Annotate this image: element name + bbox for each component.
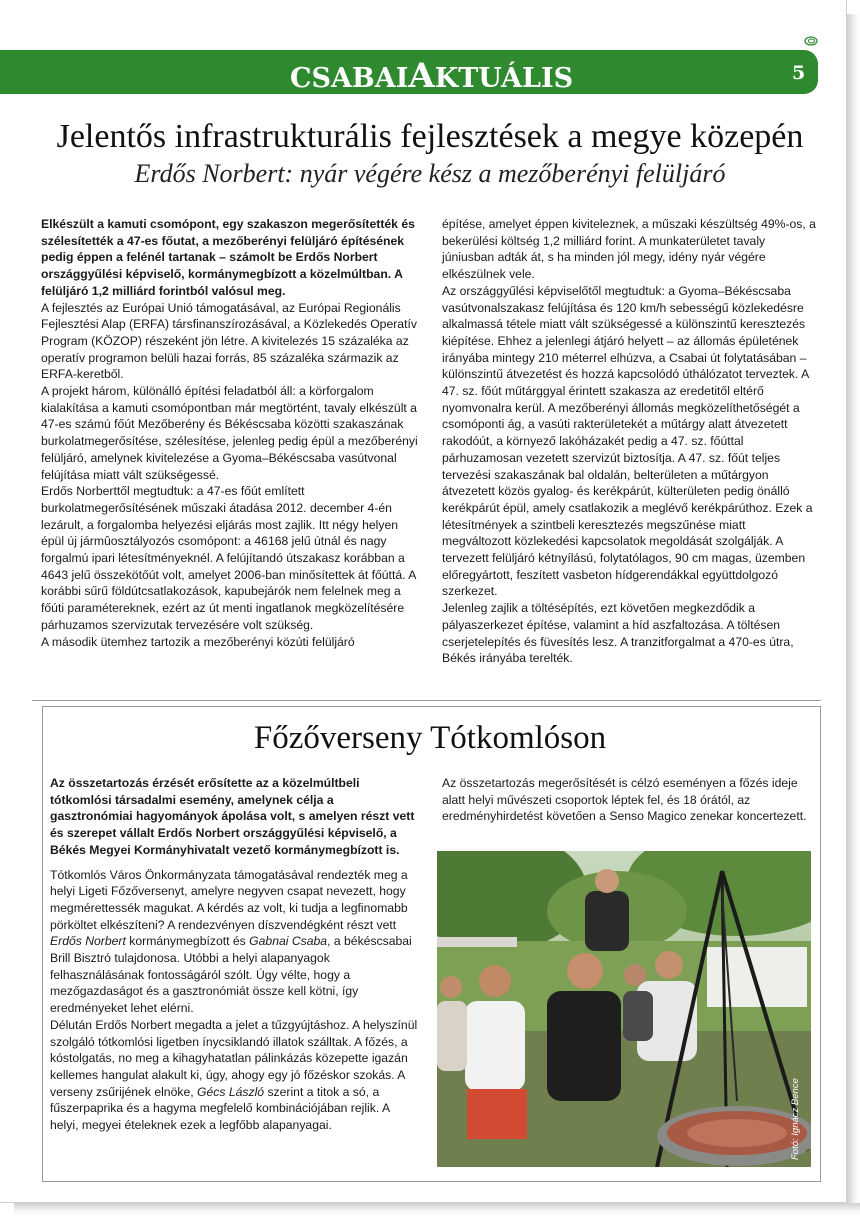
swirl-icon xyxy=(804,36,818,46)
article-paragraph: Jelenleg zajlik a töltésépítés, ezt követően megkezdődik a pályaszerkezet építése, valamint a híd aszfaltozása. A töltésen cserjetelepítés és füvesítés lesz. A tranzitforgalmat a 470-es útra, Békés irányába terelték. xyxy=(442,601,794,666)
person-name: Gécs László xyxy=(197,1084,265,1099)
article-subtitle: Erdős Norbert: nyár végére kész a mezőberényi felüljáró xyxy=(134,159,726,188)
article-paragraph: Erdős Norberttől megtudtuk: a 47-es főút említett burkolatmegerősítésének műszaki átadása 2012. december 4-én lezárult, a forgalomba helyezési eljárás most zajlik. Itt négy helyen épül új jármûosztályozós csomópont: a 46168 jelű útnál és nagy forgalmú ipari létesítményeknél. A felújítandó útszakasz korábban a 4643 jelű összekötőút volt, amelyet 2006-ban minősítettek át főúttá. A korábbi sűrű földútcsatlakozások, kapubejárók nem felelnek meg a főúti paramétereknek, ezért az út menti ingatlanok megközelítésére párhuzamos szervizutak tervezésére volt szükség. xyxy=(41,484,416,632)
article-paragraph: A második ütemhez tartozik a mezőberényi közúti felüljáró xyxy=(41,634,355,649)
article2-paragraph-3: Az összetartozás megerősítését is célzó eseményen a főzés ideje alatt helyi művészeti csoportok léptek fel, és 18 órától, az eredményhirdetést követően a Senso Magico zenekar koncertezett. xyxy=(442,776,807,824)
page-shadow-right xyxy=(847,14,860,1216)
article-paragraph: építése, amelyet éppen kiviteleznek, a műszaki készültség 49%-os, a bekerülési költség 1,2 milliárd forint. A munkaterületet tavaly júniusban adták át, s ha minden jól megy, idény nyár végére elkészülnek vele. xyxy=(442,217,816,282)
article2-lead: Az összetartozás érzését erősítette az a közelmúltbeli tótkomlósi társadalmi esemény, amelynek célja a gasztronómiai hagyományok ápolása volt, s amelyen részt vett és szerepet vállalt Erdős Norbert országgyűlési képviselő, a Békés Megyei Kormányhivatalt vezető kormánymegbízott is. xyxy=(50,776,415,857)
event-photo xyxy=(437,851,811,1167)
event-photo-illustration xyxy=(437,851,811,1167)
article-paragraph: A projekt három, különálló építési feladatból áll: a körforgalom kialakítása a kamuti csomópontban már megtörtént, tavaly elkészült a 47-es számú főút Mezőberény és Békéscsaba közötti szakaszának burkolatmegerősítése, szélesítése, jelenleg pedig épül a mezőberényi felüljáró, amelynek kivitelezése a Gyoma–Békéscsaba vasútvonal felújítása miatt vált szükségessé. xyxy=(41,384,418,482)
article2-column-1 xyxy=(50,775,418,1134)
article-paragraph: A fejlesztés az Európai Unió támogatásával, az Európai Regionális Fejlesztési Alap (ERFA) társfinanszírozásával, a Közlekedés Operatív Program (KÖZOP) részeként jön létre. A kivitelezés 15 százaléka az operatív programon belüli hazai forrás, 85 százaléka származik az ERFA-keretből. xyxy=(41,300,417,382)
article2-paragraph-1: Tótkomlós Város Önkormányzata támogatásával rendezték meg a helyi Ligeti Főzőversenyt, amelyre negyven csapat nevezett, hogy megmérettessék magukat. A kérdés az volt, ki tudja a legfinomabb pörköltet elkészíteni? A rendezvényen díszvendégként részt vett Erdős Norbert kormánymegbízott és Gabnai Csaba, a békéscsabai Brill Bisztró tulajdonosa. Utóbbi a helyi alapanyagok felhasználásának fontosságáról szólt. Úgy vélte, hogy a mezőgazdaságot és a gasztronómiát össze kell kötni, így eredményeket lehet elérni. xyxy=(50,867,412,1016)
person-name: Gabnai Csaba xyxy=(249,934,328,949)
article2-column-2 xyxy=(442,775,810,825)
masthead-title xyxy=(290,56,573,96)
masthead-part-2: KTUÁLIS xyxy=(434,63,574,94)
article2-paragraph-2: Délután Erdős Norbert megadta a jelet a tűzgyújtáshoz. A helyszínül szolgáló tótkomlósi ligetben ínycsiklandó illatok szálltak. A főzés, a kóstolgatás, no meg a kihagyhatatlan pálinkázás közepette igazán kellemes hangulat alakult ki, úgy, ahogy egy jó főzéskor szokás. A verseny zsűrijének elnöke, Gécs László szerint a titok a só, a fűszerpaprika és a hagyma megfelelő kombinációjában rejlik. A helyi, megyei ételeknek ezek a legfőbb alapanyagai. xyxy=(50,1017,418,1133)
article-column-1 xyxy=(41,216,424,650)
article-column-2 xyxy=(442,216,816,667)
page-shadow-bottom xyxy=(14,1203,860,1216)
photo-credit: Fotó: Ignácz Bence xyxy=(790,1078,801,1160)
page-number: 5 xyxy=(792,62,806,84)
article-title: Jelentős infrastrukturális fejlesztések a megye közepén xyxy=(56,118,804,155)
masthead-initial: A xyxy=(408,56,435,96)
article-lead: Elkészült a kamuti csomópont, egy szakaszon megerősítették és szélesítették a 47-es főutat, a mezőberényi felüljáró építésének pedig éppen a felénél tartanak – számolt be Erdős Norbert országgyűlési képviselő, kormánymegbízott a közelmúltban. A felüljáró 1,2 milliárd forintból valósul meg. xyxy=(41,217,415,298)
masthead-part-1: CSABAI xyxy=(290,63,409,94)
section-divider xyxy=(32,700,821,701)
article2-title: Főzőverseny Tótkomlóson xyxy=(253,720,607,756)
article-paragraph: Az országgyűlési képviselőtől megtudtuk: a Gyoma–Békéscsaba vasútvonalszakasz felújítása és 120 km/h sebességű közlekedésre alkalmassá tétele miatt vált szükségessé a különszintű keresztezés kiépítése. Ehhez a jelenlegi átjáró helyett – az állomás épületének irányába mintegy 210 méterrel elhúzva, a Csabai út folytatásában – különszintű átvezetést és hozzá kapcsolódó úthálózatot terveztek. A 47. sz. főút műtárggyal érintett szakasza az eredetitől eltérő nyomvonalra kerül. A mezőberényi állomás megközelíthetőségét a csomóponti ág, a vasúti rakterületekét a műtárgy alatt átvezetett rakodóút, a környező lakóházakét pedig a 47. sz. főúttal párhuzamosan vezetett szervizút biztosítja. A 47. sz. főút teljes tervezési szakaszának bal oldalán, belterületen a műtárgyon átvezetett közös gyalog- és kerékpárút, külterületen pedig önálló kerékpárút épül, amely csatlakozik a meglévő kerékpárúthoz. Ezek a létesítmények a szintbeli keresztezés megszűnése miatt megváltozott közlekedési kapcsolatok megoldását szolgálják. A tervezett felüljáró kétnyílású, folytatólagos, 90 cm magas, üzemben előregyártott, feszített vasbeton hídgerendákkal együttdolgozó szerkezet. xyxy=(442,283,813,599)
person-name: Erdős Norbert xyxy=(50,934,126,949)
